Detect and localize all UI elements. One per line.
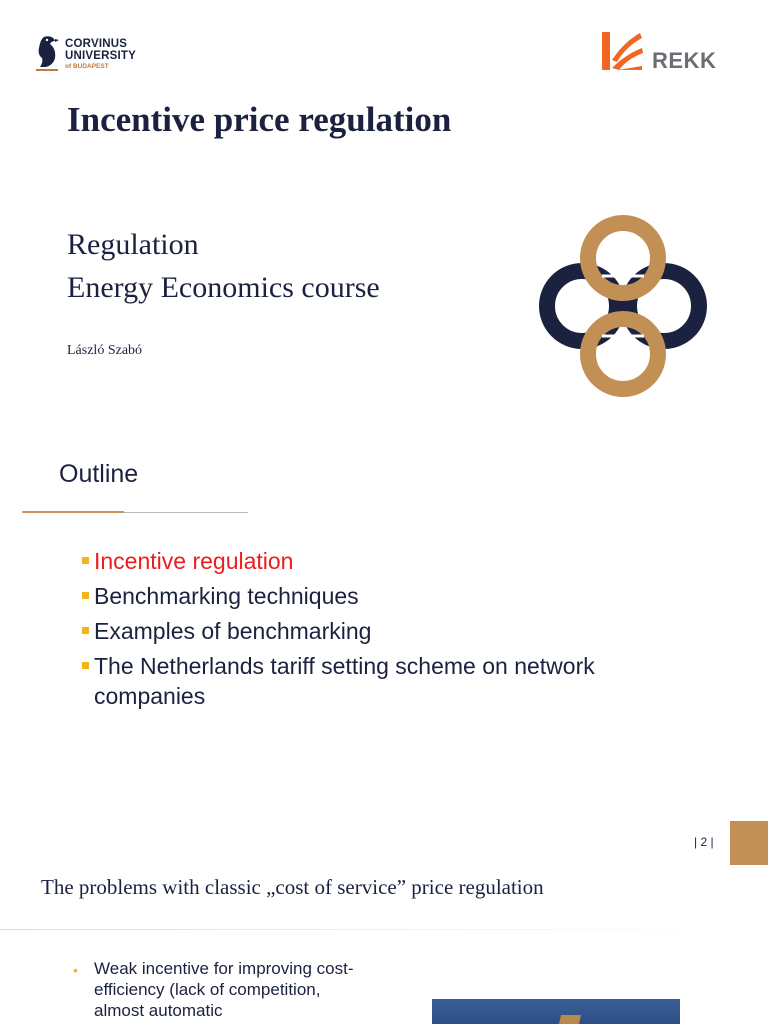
presentation-title: Incentive price regulation xyxy=(67,100,452,139)
problems-slide xyxy=(0,870,768,1024)
heading-underline-accent xyxy=(22,511,124,513)
problems-list xyxy=(73,958,373,1021)
outline-list xyxy=(82,546,642,716)
outline-item-label: Examples of benchmarking xyxy=(94,618,372,644)
outline-item-examples-of-benchmarking xyxy=(82,616,642,646)
outline-item-incentive-regulation xyxy=(82,546,642,576)
heading-underline xyxy=(124,512,248,513)
slide-photo xyxy=(432,999,680,1024)
title-slide xyxy=(0,0,768,430)
corvinus-logo xyxy=(34,34,144,74)
outline-item-benchmarking-techniques xyxy=(82,581,642,611)
corvinus-name: CORVINUS UNIVERSITY xyxy=(65,38,137,62)
bullet-square-icon xyxy=(82,557,89,564)
rekk-swoosh-icon xyxy=(600,30,644,72)
slide-title: The problems with classic „cost of service” price regulation xyxy=(41,875,544,899)
corvinus-subname: of BUDAPEST xyxy=(65,63,109,70)
bullet-square-icon xyxy=(82,662,89,669)
outline-item-label: Incentive regulation xyxy=(94,548,294,574)
author-name: László Szabó xyxy=(67,343,143,358)
raven-icon xyxy=(34,34,60,72)
outline-heading: Outline xyxy=(59,460,139,488)
title-underline xyxy=(0,929,768,930)
outline-item-label: The Netherlands tariff setting scheme on network companies xyxy=(94,653,595,709)
list-item xyxy=(73,958,373,1021)
interlocking-rings-icon xyxy=(530,214,716,398)
bullet-dot-icon: • xyxy=(73,962,78,978)
subtitle-line-1: Regulation xyxy=(67,228,199,261)
bullet-square-icon xyxy=(82,592,89,599)
rekk-logo xyxy=(600,30,736,74)
page-number: | 2 | xyxy=(694,835,714,849)
subtitle-line-2: Energy Economics course xyxy=(67,271,380,304)
outline-item-label: Benchmarking techniques xyxy=(94,583,359,609)
rekk-wordmark: REKK xyxy=(652,48,717,73)
page-number-accent xyxy=(730,821,768,865)
photo-object xyxy=(559,1015,581,1024)
outline-slide xyxy=(0,430,768,870)
outline-item-netherlands-tariff xyxy=(82,651,642,711)
list-item-label: Weak incentive for improving cost-efficiency (lack of competition, almost automatic xyxy=(94,959,354,1020)
bullet-square-icon xyxy=(82,627,89,634)
